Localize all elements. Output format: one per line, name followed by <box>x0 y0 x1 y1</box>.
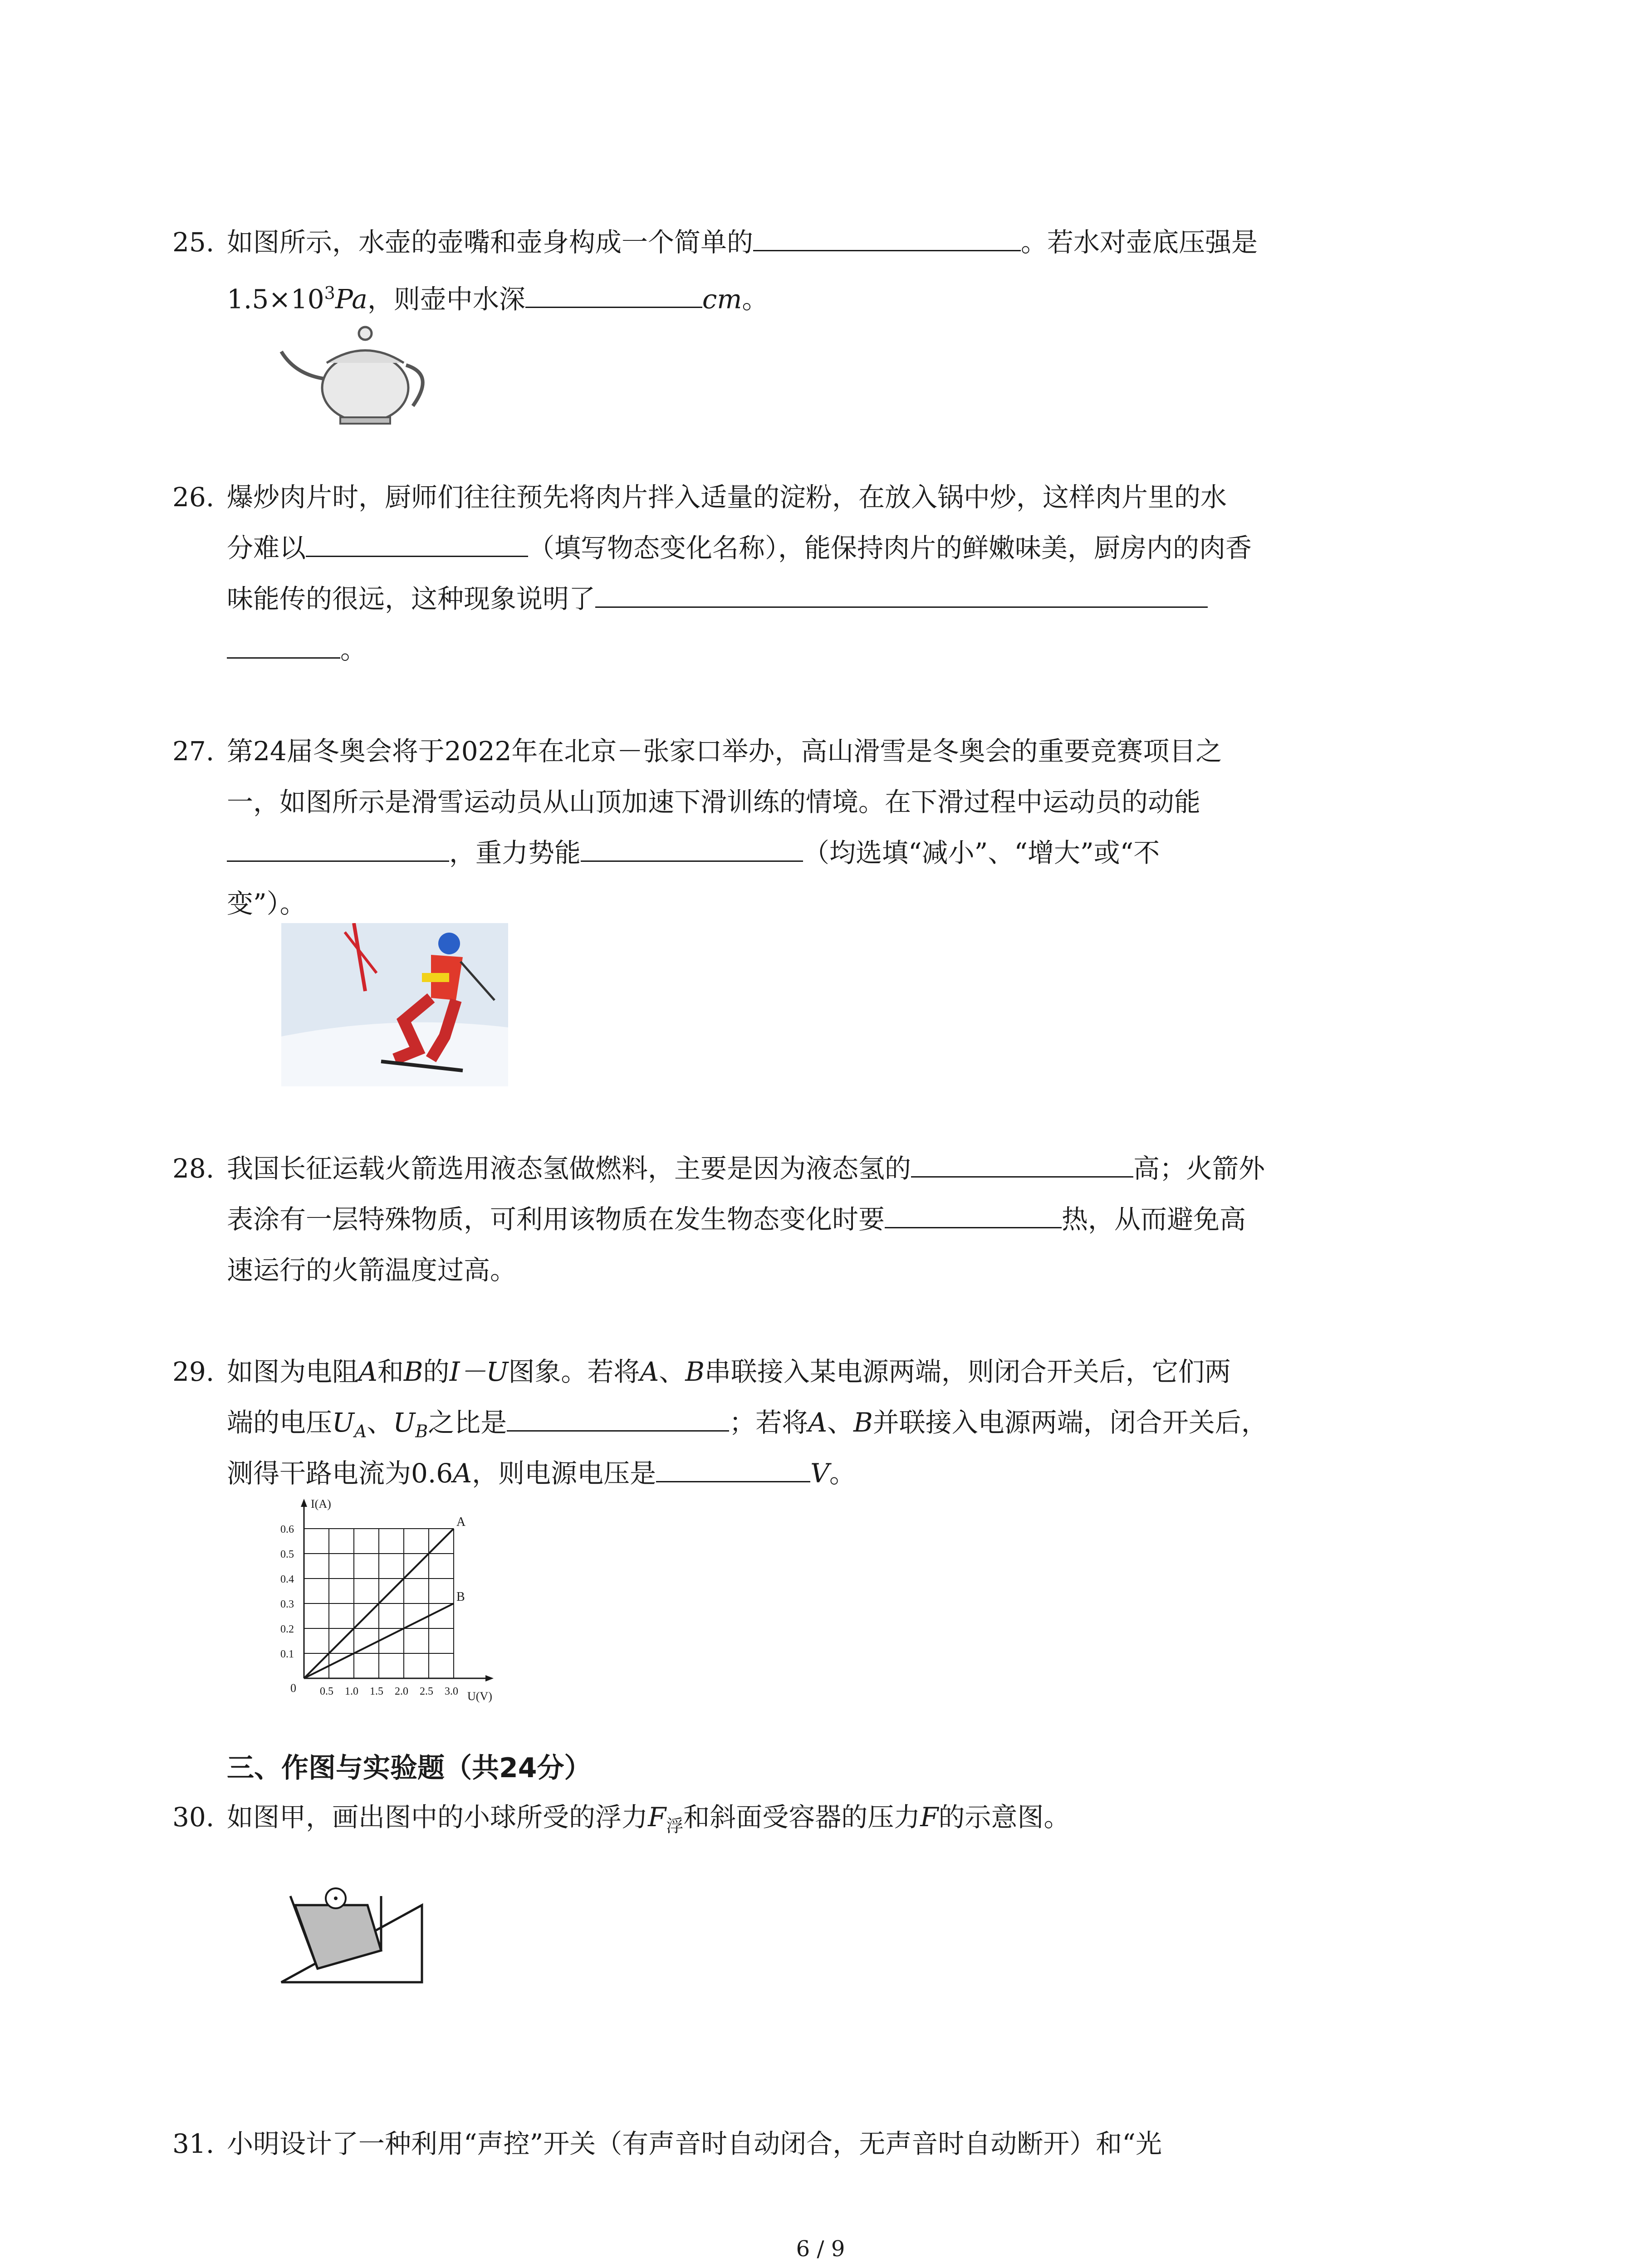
question-29 <box>172 1346 1452 1499</box>
text: 串联接入某电源两端，则闭合开关后，它们两 <box>704 1356 1231 1387</box>
variable: I－U <box>449 1356 509 1387</box>
q28-line3 <box>227 1245 1452 1295</box>
answer-blank-continued[interactable] <box>227 626 340 659</box>
y-tick-label: 0.5 <box>280 1549 294 1560</box>
answer-blank[interactable] <box>306 524 528 557</box>
answer-blank[interactable] <box>595 575 1208 608</box>
variable: B <box>403 1356 423 1387</box>
question-number: 31. <box>172 2128 215 2159</box>
y-tick-label: 0.4 <box>280 1574 294 1585</box>
q27-line4 <box>227 878 1452 929</box>
question-25 <box>172 217 1452 318</box>
teapot-image <box>277 320 449 429</box>
x-tick-label: 3.0 <box>445 1686 458 1697</box>
x-tick-label: 2.0 <box>395 1686 408 1697</box>
question-30 <box>172 1792 1452 1843</box>
question-31 <box>172 2118 1452 2169</box>
x-tick-label: 2.5 <box>420 1686 433 1697</box>
y-tick-label: 0.1 <box>280 1648 294 1660</box>
text: 高；火箭外 <box>1133 1153 1265 1184</box>
answer-blank[interactable] <box>753 218 1021 251</box>
text: ，则电源电压是 <box>472 1458 656 1489</box>
y-tick-label: 0.2 <box>280 1623 294 1635</box>
unit: Pa <box>335 284 367 315</box>
variable: B <box>685 1356 705 1387</box>
text: 的示意图。 <box>938 1802 1070 1833</box>
text: 、 <box>659 1356 686 1387</box>
superscript: 3 <box>324 283 335 303</box>
q26-line1 <box>227 472 1452 523</box>
text: 测得干路电流为0.6 <box>227 1458 453 1489</box>
variable: F <box>648 1802 666 1833</box>
q30-line1 <box>227 1792 1452 1843</box>
x-axis-arrow-icon <box>485 1675 494 1681</box>
x-tick-label: 0.5 <box>320 1686 333 1697</box>
text: 热，从而避免高 <box>1062 1204 1246 1235</box>
text: 第24届冬奥会将于2022年在北京－张家口举办，高山滑雪是冬奥会的重要竞赛项目之 <box>227 736 1222 767</box>
q31-line1 <box>227 2118 1452 2169</box>
unit: cm <box>702 284 742 315</box>
text: 1.5×10 <box>227 284 324 315</box>
text: 表涂有一层特殊物质，可利用该物质在发生物态变化时要 <box>227 1204 885 1235</box>
q25-line2 <box>227 268 1452 318</box>
skier-photo <box>281 923 508 1086</box>
q25-line1 <box>227 217 1452 268</box>
answer-blank[interactable] <box>507 1398 729 1432</box>
answer-blank[interactable] <box>656 1449 810 1482</box>
question-number: 25. <box>172 227 215 258</box>
text: 。若水对壶底压强是 <box>1021 227 1258 258</box>
y-axis-label: I(A) <box>311 1497 331 1510</box>
text: 和 <box>377 1356 404 1387</box>
question-26 <box>172 472 1452 675</box>
iu-graph <box>272 1497 526 1710</box>
text: （填写物态变化名称），能保持肉片的鲜嫩味美，厨房内的肉香 <box>528 533 1252 563</box>
q26-line3 <box>227 573 1452 624</box>
subscript: A <box>354 1421 367 1442</box>
x-tick-label: 1.5 <box>370 1686 383 1697</box>
text: 如图为电阻 <box>227 1356 359 1387</box>
text: 之比是 <box>428 1407 507 1438</box>
q29-line2 <box>227 1397 1452 1448</box>
x-tick-label: 1.0 <box>345 1686 358 1697</box>
q29-line1 <box>227 1346 1452 1397</box>
unit: V <box>810 1458 830 1489</box>
y-tick-label: 0.3 <box>280 1598 294 1610</box>
q28-line1 <box>227 1143 1452 1194</box>
y-tick-label: 0.6 <box>280 1524 294 1535</box>
question-28 <box>172 1143 1452 1295</box>
answer-blank[interactable] <box>227 829 449 862</box>
text: 如图所示，水壶的壶嘴和壶身构成一个简单的 <box>227 227 754 258</box>
origin-label: 0 <box>290 1681 296 1695</box>
q27-line3 <box>227 827 1452 878</box>
question-number: 30. <box>172 1802 215 1833</box>
y-axis-arrow-icon <box>301 1499 307 1507</box>
text: 图象。若将 <box>508 1356 640 1387</box>
text: 端的电压 <box>227 1407 333 1438</box>
text: 变”）。 <box>227 888 306 919</box>
q26-line2 <box>227 523 1452 573</box>
text: 。 <box>340 634 367 665</box>
question-number: 28. <box>172 1153 215 1184</box>
text: 和斜面受容器的压力 <box>683 1802 921 1833</box>
subscript: B <box>415 1421 428 1442</box>
series-label-B: B <box>456 1590 465 1604</box>
answer-blank[interactable] <box>911 1144 1133 1178</box>
text: 我国长征运载火箭选用液态氢做燃料，主要是因为液态氢的 <box>227 1153 911 1184</box>
text: 分难以 <box>227 533 306 563</box>
text: （均选填“减小”、“增大”或“不 <box>803 837 1160 868</box>
text: ，重力势能 <box>449 837 581 868</box>
answer-blank[interactable] <box>525 275 702 308</box>
variable: U <box>332 1407 354 1438</box>
text: 的 <box>423 1356 450 1387</box>
page-number: 6 / 9 <box>796 2236 845 2262</box>
variable: A <box>640 1356 659 1387</box>
text: 味能传的很远，这种现象说明了 <box>227 583 596 614</box>
series-label-A: A <box>456 1515 466 1529</box>
text: ，则壶中水深 <box>367 284 525 315</box>
question-number: 26. <box>172 482 215 513</box>
text: 、 <box>827 1407 854 1438</box>
q27-line2 <box>227 777 1452 827</box>
text: 。 <box>742 284 769 315</box>
incline-container-diagram <box>277 1878 426 1987</box>
variable: U <box>393 1407 416 1438</box>
q26-line4 <box>227 624 1452 675</box>
text: 一，如图所示是滑雪运动员从山顶加速下滑训练的情境。在下滑过程中运动员的动能 <box>227 787 1201 817</box>
variable: F <box>920 1802 939 1833</box>
question-number: 29. <box>172 1356 215 1387</box>
text: 爆炒肉片时，厨师们往往预先将肉片拌入适量的淀粉，在放入锅中炒，这样肉片里的水 <box>227 482 1227 513</box>
variable: A <box>358 1356 377 1387</box>
text: 并联接入电源两端，闭合开关后， <box>872 1407 1268 1438</box>
variable: A <box>808 1407 828 1438</box>
question-number: 27. <box>172 736 215 767</box>
text: 速运行的火箭温度过高。 <box>227 1255 517 1286</box>
question-27 <box>172 726 1452 929</box>
q28-line2 <box>227 1194 1452 1245</box>
subscript: 浮 <box>666 1816 684 1836</box>
x-axis-label: U(V) <box>467 1690 492 1703</box>
q29-line3 <box>227 1448 1452 1499</box>
variable: B <box>853 1407 873 1438</box>
text: 小明设计了一种利用“声控”开关（有声音时自动闭合，无声音时自动断开）和“光 <box>227 2128 1162 2159</box>
section-title: 三、作图与实验题（共24分） <box>227 1752 592 1784</box>
text: 如图甲，画出图中的小球所受的浮力 <box>227 1802 648 1833</box>
q27-line1 <box>227 726 1452 777</box>
text: ；若将 <box>729 1407 808 1438</box>
answer-blank[interactable] <box>581 829 803 862</box>
variable: A <box>453 1458 472 1489</box>
answer-blank[interactable] <box>885 1195 1062 1228</box>
text: 。 <box>829 1458 856 1489</box>
text: 、 <box>367 1407 393 1438</box>
